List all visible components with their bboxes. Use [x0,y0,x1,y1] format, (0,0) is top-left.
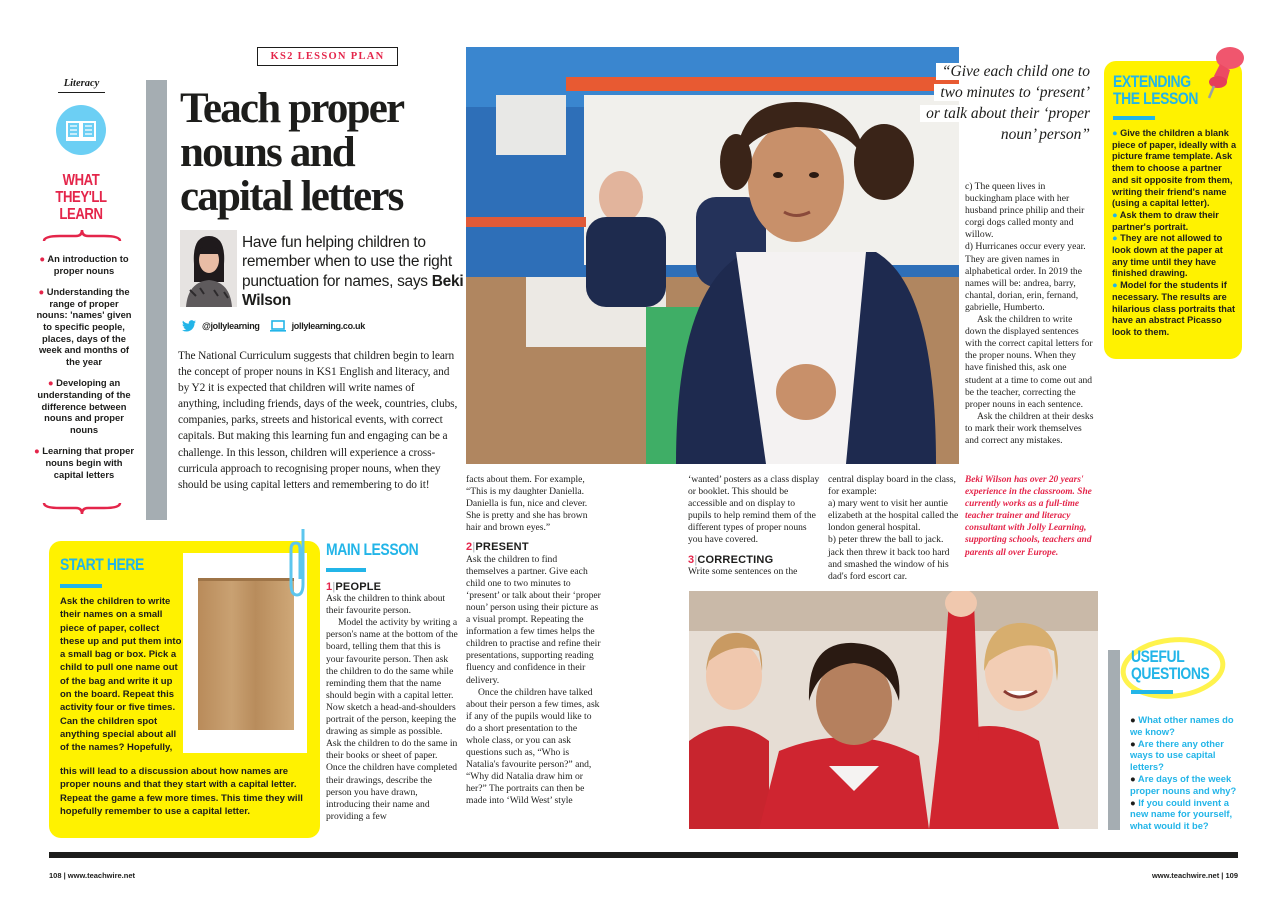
list-item [34,445,134,480]
extending-list [1112,128,1238,339]
title-line: Teach proper [180,85,404,132]
list-item [1112,210,1238,233]
article-column-1 [326,581,458,823]
start-here-heading: START HERE [60,555,144,574]
section-heading-present [466,541,602,553]
laptop-icon [270,320,286,332]
twitter-bird-icon [182,320,196,332]
item-text: Are days of the week proper nouns and why? [1130,772,1237,796]
paragraph: ‘wanted’ posters as a class display or booklet. This should be accessible and on display to pupils to help remind them of the different types of proper nouns you have covered. [688,474,820,546]
bullet-icon: ● [1130,796,1139,808]
bullet-icon: ● [1112,233,1121,244]
title-line: nouns and [180,129,354,176]
author-bio: Beki Wilson has over 20 years' experience in the classroom. She currently works as a full-time teacher trainer and literacy consultant with Jolly Learning, supporting schools, teachers and parents all over Europe. [965,475,1092,558]
heading-line: WHAT [62,172,100,189]
paragraph: facts about them. For example, “This is my daughter Daniella. Daniella is fun, nice and clever. She is pretty and she has brown hair and brown eyes.” [466,474,588,534]
page-title [180,87,460,219]
article-column-2 [466,474,602,808]
bullet-icon: ● [34,445,43,457]
paper-bag-icon [198,578,294,730]
paragraph: Ask the children to find themselves a partner. Give each child one to two minutes to ‘present’ or talk about their ‘proper noun’ person using their picture as a visual prompt. Repeating the information a few times helps the children to practise and refine their presentations, supporting reading fluency and confidence in their delivery. [466,553,601,686]
website-link[interactable]: jollylearning.co.uk [291,321,365,331]
list-item [1130,714,1242,738]
standfirst-text: Have fun helping children to remember when to use the right punctuation for names, says [242,234,452,290]
list-item [1112,233,1238,280]
heading-line: LEARN [59,206,103,223]
example-sentence-d: d) Hurricanes occur every year. They are given names in alphabetical order. In 2019 the names will be: andrea, barry, chantal, dorian, erin, fernand, gabrielle, Humberto. [965,241,1086,313]
quote-line: “Give each child one to [936,63,1092,80]
article-column-5 [965,181,1095,447]
push-pin-icon [1198,44,1248,104]
bullet-icon: ● [1112,128,1121,138]
article-column-4 [828,474,960,583]
useful-questions-heading [1131,648,1209,682]
section-number: 2 [466,541,473,554]
heading-underline [1131,690,1173,694]
bullet-icon: ● [1112,280,1121,291]
list-item [1112,280,1238,339]
item-text: Developing an understanding of the difference between nouns and proper nouns [37,377,131,435]
list-item [34,286,134,367]
heading-underline [326,568,366,572]
item-text: Give the children a blank piece of paper, ideally with a picture frame template. Ask them to choose a partner and sit opposite from them, writing their friend's name (using a capital letter). [1112,128,1237,209]
heading-line: QUESTIONS [1131,664,1210,683]
heading-underline [1113,116,1155,120]
bullet-icon: ● [38,286,47,298]
kicker-label: KS2 LESSON PLAN [257,47,398,66]
section-title: CORRECTING [697,553,774,566]
paragraph: Model the activity by writing a person's name at the bottom of the board, telling them that this is your favourite person. Then ask the children to do the same while reminding them that the name should begin with a capital letter. Now sketch a head-and-shoulders portrait of the person, keeping the drawing as simple as possible. Ask the children to do the same in their books or sheet of paper. Once the children have completed their drawings, describe the person you have drawn, introducing their name and providing a few [326,617,458,822]
item-text: They are not allowed to look down at the paper at any time until they have finished drawing. [1112,233,1223,279]
brace-top-icon [42,228,122,242]
main-lesson-heading: MAIN LESSON [326,540,419,559]
bullet-icon: ● [47,377,57,389]
pipe-divider: | [472,541,476,554]
standfirst [242,233,464,311]
learning-objectives-list [34,253,134,490]
paragraph: Ask the children to think about their favourite person. [326,593,446,617]
list-item [1130,797,1242,832]
section-title: PEOPLE [335,581,382,593]
quote-line: two minutes to ‘present’ [934,84,1092,101]
twitter-handle-link[interactable]: @jollylearning [202,321,260,331]
item-text: If you could invent a new name for yourself, what would it be? [1130,796,1233,832]
paragraph: Ask the children at their desks to mark their work themselves and correct any mistakes. [965,410,1094,446]
folio-right: www.teachwire.net | 109 [1151,871,1238,880]
heading-line: EXTENDING [1113,72,1191,91]
quote-line: noun’ person” [995,126,1092,143]
brace-bottom-icon [42,502,122,516]
bullet-icon: ● [1130,737,1138,749]
what-theyll-learn-heading [47,172,114,223]
section-heading-correcting [688,554,820,566]
social-links [182,318,365,334]
paragraph: Ask the children to write down the displayed sentences with the correct capital letters for the proper nouns. When they have finished this, ask one student at a time to come out and be the teacher, correcting the proper nouns in each sentence. [965,314,1093,410]
paragraph: Once the children have talked about their person a few times, ask if any of the pupils would like to do a short presentation to the whole class, or you can ask questions such as, “Who is Natalia's favourite person?” and, “Why did Natalia draw him or her?” The portraits can then be made into ‘Wild West’ style [466,686,600,807]
heading-line: USEFUL [1131,647,1185,666]
title-line: capital letters [180,173,403,220]
heading-underline [60,584,102,588]
bullet-icon: ● [39,253,48,264]
paragraph: Write some sentences on the [688,565,798,577]
section-label: Literacy [58,78,105,93]
bullet-icon: ● [1112,209,1120,220]
article-column-3 [688,474,820,578]
author-photo [180,230,237,307]
bullet-icon: ● [1130,714,1139,725]
classroom-photo-girl [466,47,959,464]
section-number: 1 [326,581,333,593]
pull-quote [892,61,1092,145]
useful-questions-list [1130,714,1242,832]
quote-line: or talk about their ‘proper [920,105,1092,122]
paperclip-icon [288,529,310,599]
section-heading-people [326,581,458,593]
decorative-grey-bar [146,80,167,520]
bullet-icon: ● [1130,772,1138,784]
item-text: Ask them to draw their partner's portrait. [1112,209,1219,232]
bag-fold-line [198,578,294,581]
pipe-divider: | [332,581,336,593]
heading-line: THE LESSON [1113,89,1198,108]
classroom-photo-children-raising-hands [689,591,1098,829]
list-item [34,377,134,435]
intro-paragraph: The National Curriculum suggests that children begin to learn the concept of proper nouns in KS1 English and literacy, and by Y2 it is expected that children will write names of anything, including friends, days of the week, countries, clubs, companies, parks, streets and historical events, with correct capitals. But making this learning fun and engaging can be a challenge. In this lesson, children will experience a cross-curricula approach to recognising proper nouns, when they should be using capital letters and remembering to do it! [178,350,458,491]
pipe-divider: | [694,553,698,566]
heading-line: THEY'LL [55,189,107,206]
start-here-text: Ask the children to write their names on a small piece of paper, collect these up and put them into a small bag or box. Pick a child to pull one name out of the bag and write it up on the board. Repeat this activity four or five times. Can the children spot anything special about all of the names? Hopefully, [60,596,182,754]
item-text: Learning that proper nouns begin with capital letters [42,445,134,480]
example-sentence-c: c) The queen lives in buckingham place with her husband prince philip and their corgi dogs called monty and willow. [965,181,1085,241]
section-title: PRESENT [475,541,529,554]
list-item [1112,128,1238,210]
folio-left: 108 | www.teachwire.net [49,871,136,880]
start-here-text-continued: this will lead to a discussion about how names are proper nouns and that they start with a capital letter. Repeat the game a few more times. This time they will hopefully remember to use a capital letter. [60,766,303,817]
item-text: An introduction to proper nouns [47,253,129,276]
list-item [1130,738,1242,773]
item-text: Model for the students if necessary. The results are hilarious class portraits that have an abstract Picasso look to them. [1112,280,1236,337]
list-item [1130,773,1242,797]
item-text: Are there any other ways to use capital letters? [1130,737,1224,773]
footer-rule [49,852,1238,858]
paragraph: central display board in the class, for example: [828,474,956,498]
list-item [34,253,134,276]
example-sentence-b: b) peter threw the ball to jack. jack then threw it back too hard and smashed the window of his dad's ford escort car. [828,534,950,582]
item-text: What other names do we know? [1130,714,1234,737]
section-number: 3 [688,553,695,566]
author-name: Beki Wilson [242,272,464,310]
example-sentence-a: a) mary went to visit her auntie elizabeth at the hospital called the london general hospital. [828,498,959,534]
open-book-icon [56,105,106,155]
item-text: Understanding the range of proper nouns: 'names' given to specific people, places, days of the week and months of the year [36,286,132,367]
extending-heading [1113,73,1198,107]
